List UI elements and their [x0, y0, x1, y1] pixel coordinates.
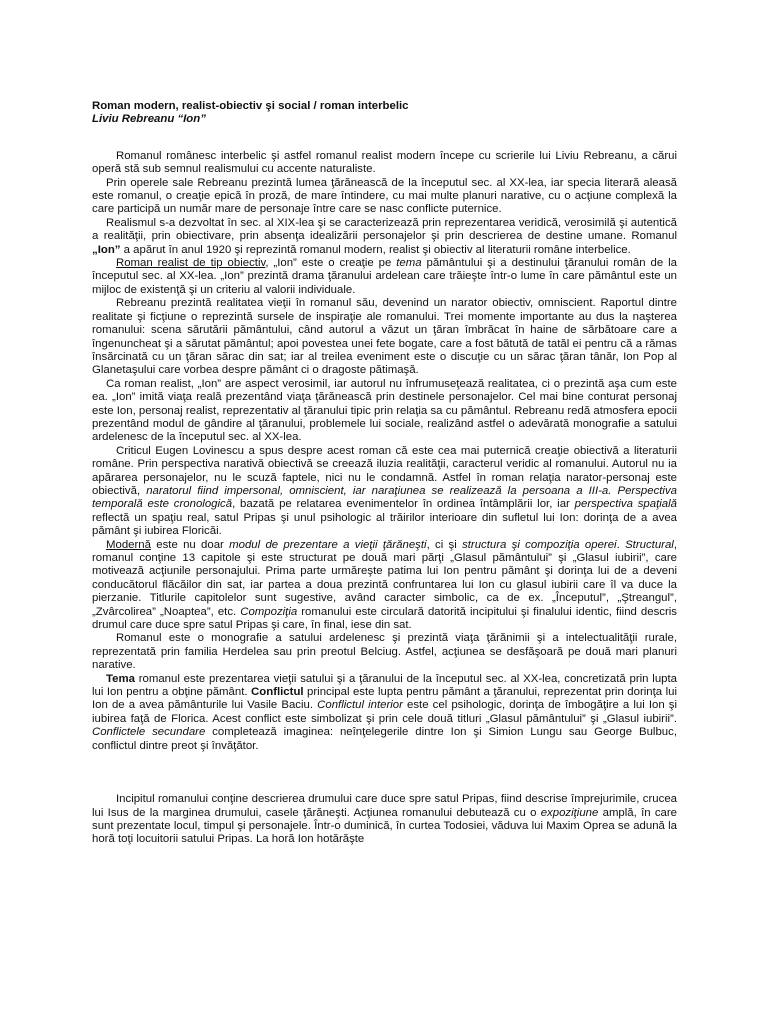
text-run: Incipitul romanului conţine descrierea drumului care duce spre satul Pripas, fiind descrise împrejurimile, crucea lui Isus de la marginea drumului, casele ţărăneşti. Acţiunea romanului debutează cu o	[92, 793, 677, 819]
text-run: Conflictul	[251, 686, 304, 699]
paragraph	[92, 445, 677, 539]
text-run: modul de prezentare a vieţii ţărăneşti	[229, 538, 427, 551]
text-run: Rebreanu prezintă realitatea vieţii în romanul său, devenind un narator obiectiv, omniscient. Raportul dintre realitate şi ficţiune o reprezintă sursele de inspiraţie ale romanului. Trei momente importante au dus la naşterea romanului: scena sărutării pământului, când autorul a văzut un ţăran îmbrăcat în haine de sărbătoare care a îngenuncheat şi a sărutat pământul; apoi povestea unei fete bogate, care a fost bătută de tatăl ei pentru că a rămas însărcinată cu un ţăran sărac din sat; iar al treilea eveniment este o discuţie cu un sărac ţăran tânăr, Ion Pop al Glanetaşului care vorbea despre pământ ci o dragoste pătimaşă.	[92, 297, 677, 377]
text-run: Romanul românesc interbelic şi astfel romanul realist modern începe cu scrierile lui Liviu Rebreanu, a cărui operă stă sub semnul realismului cu accente naturaliste.	[92, 149, 677, 176]
text-run: pământului şi a destinului ţăranului român de la începutul sec. al XX-lea. „Ion” prezintă drama ţăranului ardelean care trăieşte într-o lume în care pământul este un mijloc de existenţă şi un criteriu al valorii individuale.	[92, 257, 677, 296]
text-run: tema	[396, 257, 422, 270]
paragraph	[92, 177, 677, 217]
text-run: principal este lupta pentru pământ a ţăranului, reprezentat prin dorinţa lui Ion de a avea pământurile lui Vasile Baciu.	[92, 686, 677, 712]
paragraph	[92, 632, 677, 672]
text-run: completează imaginea: neînţelegerile dintre Ion şi Simion Lungu sau George Bulbuc, conflictul dintre preot şi învăţător.	[92, 726, 677, 752]
text-run: perspectiva spaţială	[574, 498, 677, 511]
text-run: Roman realist de tip obiectiv	[116, 257, 266, 270]
paragraph	[92, 257, 677, 297]
text-run: este cel psihologic, dorinţa de îmbogăţire a lui Ion şi iubirea faţă de Florica. Acest conflict este simbolizat şi prin cele două titluri „Glasul pământului” şi „Glasul iubirii”.	[92, 699, 677, 725]
document-body	[92, 150, 677, 847]
text-run: , romanul conţine 13 capitole şi este structurat pe două mari părţi „Glasul pământului” şi „Glasul iubirii”, care motivează acţiunile personajului. Prima parte urmăreşte patima lui Ion pentru pământ şi dorinţa lui de a deveni conducătorul flăcăilor din sat, iar partea a doua prezintă confruntarea lui Ion cu glasul iubirii care îl va duce la pierzanie. Titlurile capitolelor sunt sugestive, având caracter simbolic, ca de ex. „Începutul”, „Ştreangul”, „Zvârcolirea” „Noaptea”, etc.	[92, 538, 677, 618]
text-run: Compoziţia	[240, 605, 298, 618]
paragraph	[92, 217, 677, 257]
text-run: .	[616, 538, 626, 551]
text-run: romanului este circulară datorită incipitului şi finalului identic, fiind descris drumul care duce spre satul Pripas şi care, în final, iese din sat.	[92, 605, 677, 632]
text-run: Tema	[106, 672, 135, 685]
text-run: a apărut în anul 1920 şi reprezintă romanul modern, realist şi obiectiv al literaturii române interbelice.	[120, 243, 631, 256]
text-run: Romanul este o monografie a satului ardelenesc şi prezintă viaţa ţărănimii şi a intelectualităţii rurale, reprezentată prin familia Herdelea sau prin preotul Belciug. Astfel, acţiunea se desfăşoară pe două mari planuri narative.	[92, 632, 677, 672]
text-run: Structural	[625, 538, 674, 551]
text-run: Conflictele secundare	[92, 726, 206, 739]
text-run: romanul este prezentarea vieţii satului şi a ţăranului de la începutul sec. al XX-lea, concretizată prin lupta lui Ion pentru a obţine pământ.	[92, 672, 677, 699]
text-run: expoziţiune	[540, 806, 599, 819]
document-subtitle: Liviu Rebreanu “Ion”	[92, 113, 206, 126]
text-run: naratorul fiind impersonal, omniscient, iar naraţiunea se realizează la persoana a III-a. Perspectiva temporală este cronologică	[92, 484, 677, 511]
text-run: Ca roman realist, „Ion” are aspect verosimil, iar autorul nu înfrumuseţează realitatea, ci o prezintă aşa cum este ea. „Ion” imită viaţa reală prezentând viaţa ţărănească prin destinele personajelor. Cel mai bine conturat personaj este Ion, personaj realist, reprezentativ al ţăranului tipic prin relaţia sa cu pământul. Rebreanu redă atmosfera epocii prezentând modul de gândire al ţăranului, problemele lui sociale, realizând astfel o adevărată monografie a satului ardelenesc de la începutul sec. al XX-lea.	[92, 377, 677, 444]
text-run: este nu doar	[150, 538, 230, 551]
paragraph	[92, 150, 677, 177]
paragraph	[92, 297, 677, 377]
text-run: , bazată pe relatarea evenimentelor în ordinea întâmplării lor, iar	[232, 498, 575, 511]
text-run: Realismul s-a dezvoltat în sec. al XIX-lea şi se caracterizează prin reprezentarea veridică, verosimilă şi autentică a realităţii, prin obiectivare, prin absenţa idealizării personajelor şi prin descrierea de destine umane. Romanul	[92, 216, 677, 243]
text-run: Conflictul interior	[317, 699, 403, 712]
text-run: reflectă un spaţiu real, satul Pripas şi unul psihologic al trăirilor interioare din sufletul lui Ion: dorinţa de a avea pământ şi iubirea Floricăi.	[92, 511, 677, 538]
text-run: „Ion”	[92, 243, 121, 256]
section-gap	[92, 753, 677, 793]
document-page	[92, 100, 677, 847]
text-run: Criticul Eugen Lovinescu a spus despre acest roman că este cea mai puternică creaţie obiectivă a literaturii române. Prin perspectiva narativă obiectivă se creează iluzia realităţii, caracterul veridic al romanului. Autorul nu ia apărarea personajelor, nu le scuză faptele, nici nu le condamnă. Astfel în roman relaţia narator-personaj este obiectivă,	[92, 444, 677, 497]
paragraph	[92, 673, 677, 753]
paragraph	[92, 539, 677, 633]
document-title: Roman modern, realist-obiectiv şi social / roman interbelic	[92, 100, 409, 112]
text-run: amplă, în care sunt prezentate locul, timpul şi personajele. Într-o duminică, în curtea Todosiei, văduva lui Maxim Oprea se adună la horă toţi locuitorii satului Pripas. La horă Ion hotărăşte	[92, 806, 677, 846]
text-run: Modernă	[106, 538, 151, 551]
paragraph	[92, 793, 677, 847]
paragraph	[92, 378, 677, 445]
text-run: , ci şi	[426, 538, 463, 551]
text-run: , „Ion” este o creaţie pe	[265, 257, 397, 270]
text-run: structura şi compoziţia operei	[462, 538, 617, 551]
text-run: Prin operele sale Rebreanu prezintă lumea ţărănească de la începutul sec. al XX-lea, iar specia literară aleasă este romanul, o creaţie epică în proză, de mare întindere, cu mai multe planuri narative, cu o acţiune complexă la care participă un număr mare de personaje între care se nasc conflicte puternice.	[92, 176, 677, 216]
